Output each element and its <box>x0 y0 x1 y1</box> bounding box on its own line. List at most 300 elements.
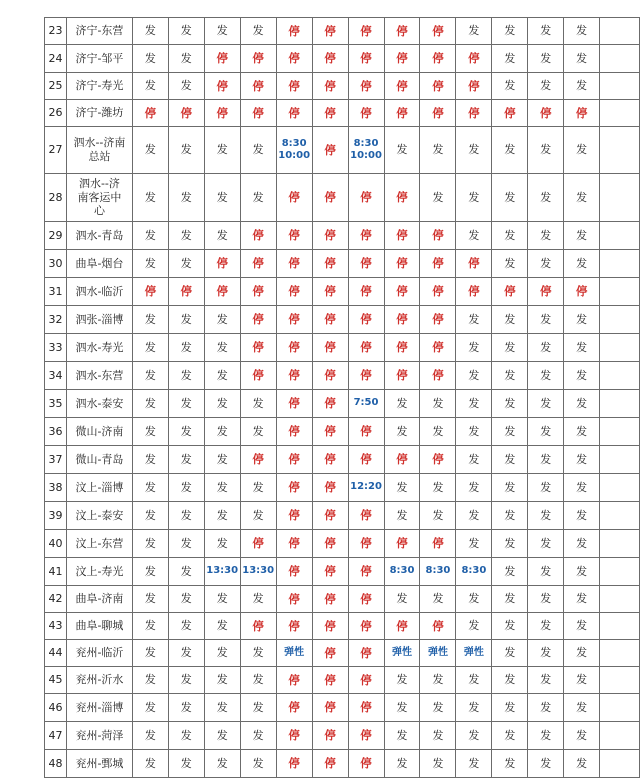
schedule-cell: 弹性 <box>384 640 420 667</box>
schedule-cell: 发 <box>384 750 420 778</box>
row-number: 36 <box>45 418 67 446</box>
schedule-cell: 发 <box>168 640 204 667</box>
schedule-cell: 发 <box>564 306 600 334</box>
schedule-cell: 停 <box>276 558 312 586</box>
empty-cell <box>600 362 640 390</box>
table-row <box>45 390 640 418</box>
schedule-cell: 发 <box>564 558 600 586</box>
schedule-cell: 发 <box>132 722 168 750</box>
schedule-cell: 发 <box>492 73 528 100</box>
table-row <box>45 45 640 73</box>
row-number: 39 <box>45 502 67 530</box>
schedule-cell: 发 <box>132 446 168 474</box>
schedule-cell: 发 <box>456 18 492 45</box>
schedule-cell: 停 <box>276 474 312 502</box>
schedule-cell: 停 <box>204 45 240 73</box>
table-row <box>45 502 640 530</box>
schedule-cell: 发 <box>492 750 528 778</box>
empty-cell <box>600 250 640 278</box>
schedule-cell: 发 <box>384 474 420 502</box>
route-name <box>66 174 132 222</box>
schedule-cell: 发 <box>564 45 600 73</box>
schedule-cell: 发 <box>492 334 528 362</box>
schedule-cell: 发 <box>564 613 600 640</box>
schedule-cell: 发 <box>168 613 204 640</box>
schedule-cell: 发 <box>132 694 168 722</box>
schedule-cell: 发 <box>168 306 204 334</box>
schedule-cell: 停 <box>312 127 348 174</box>
empty-cell <box>600 558 640 586</box>
schedule-cell: 停 <box>348 667 384 694</box>
schedule-cell: 停 <box>240 334 276 362</box>
schedule-cell: 发 <box>564 390 600 418</box>
schedule-cell: 发 <box>132 750 168 778</box>
schedule-cell: 停 <box>168 278 204 306</box>
schedule-cell: 发 <box>456 750 492 778</box>
route-name: 济宁-东营 <box>66 18 132 45</box>
schedule-cell: 发 <box>168 174 204 222</box>
row-number: 43 <box>45 613 67 640</box>
schedule-cell: 发 <box>564 362 600 390</box>
schedule-cell: 停 <box>384 222 420 250</box>
schedule-cell: 停 <box>348 613 384 640</box>
schedule-cell: 发 <box>132 362 168 390</box>
schedule-cell: 停 <box>276 722 312 750</box>
schedule-cell: 发 <box>492 418 528 446</box>
schedule-cell: 停 <box>456 45 492 73</box>
schedule-cell: 7:50 <box>348 390 384 418</box>
schedule-cell: 停 <box>384 100 420 127</box>
schedule-cell: 停 <box>348 586 384 613</box>
empty-cell <box>600 722 640 750</box>
schedule-cell: 停 <box>420 45 456 73</box>
route-name-text: 泗水--济南总站 <box>73 136 126 163</box>
schedule-cell: 停 <box>240 222 276 250</box>
schedule-cell: 停 <box>384 278 420 306</box>
table-row <box>45 250 640 278</box>
schedule-cell: 发 <box>168 390 204 418</box>
schedule-cell: 停 <box>276 45 312 73</box>
schedule-cell: 发 <box>564 250 600 278</box>
schedule-cell: 停 <box>240 250 276 278</box>
empty-cell <box>600 446 640 474</box>
empty-cell <box>600 306 640 334</box>
schedule-cell: 停 <box>312 586 348 613</box>
schedule-cell: 发 <box>132 306 168 334</box>
schedule-cell: 停 <box>528 100 564 127</box>
schedule-cell: 停 <box>312 250 348 278</box>
schedule-cell: 发 <box>564 127 600 174</box>
schedule-cell: 发 <box>204 18 240 45</box>
schedule-cell: 停 <box>276 222 312 250</box>
schedule-cell: 发 <box>132 667 168 694</box>
schedule-cell: 发 <box>528 558 564 586</box>
empty-cell <box>600 390 640 418</box>
route-name: 泗张-淄博 <box>66 306 132 334</box>
table-row <box>45 694 640 722</box>
schedule-cell: 发 <box>492 45 528 73</box>
schedule-cell: 停 <box>132 278 168 306</box>
row-number: 45 <box>45 667 67 694</box>
schedule-cell: 8:30 <box>384 558 420 586</box>
schedule-cell: 发 <box>420 586 456 613</box>
schedule-cell: 发 <box>204 174 240 222</box>
schedule-cell: 停 <box>276 418 312 446</box>
row-number: 38 <box>45 474 67 502</box>
schedule-cell: 发 <box>456 127 492 174</box>
schedule-cell: 发 <box>528 586 564 613</box>
schedule-cell: 发 <box>528 530 564 558</box>
schedule-cell: 发 <box>168 45 204 73</box>
row-number: 48 <box>45 750 67 778</box>
schedule-cell: 停 <box>240 306 276 334</box>
schedule-cell: 停 <box>348 722 384 750</box>
empty-cell <box>600 100 640 127</box>
schedule-cell: 发 <box>384 502 420 530</box>
schedule-cell: 发 <box>528 694 564 722</box>
schedule-cell: 发 <box>420 667 456 694</box>
schedule-cell: 发 <box>168 722 204 750</box>
route-name: 兖州-鄄城 <box>66 750 132 778</box>
schedule-cell: 发 <box>564 750 600 778</box>
schedule-cell: 发 <box>132 18 168 45</box>
schedule-cell: 发 <box>456 474 492 502</box>
schedule-cell: 发 <box>456 446 492 474</box>
empty-cell <box>600 530 640 558</box>
route-name: 微山-济南 <box>66 418 132 446</box>
schedule-cell: 发 <box>492 446 528 474</box>
route-name: 汶上-淄博 <box>66 474 132 502</box>
route-name: 汶上-寿光 <box>66 558 132 586</box>
schedule-cell: 停 <box>348 446 384 474</box>
schedule-cell: 发 <box>132 73 168 100</box>
schedule-cell: 停 <box>384 73 420 100</box>
schedule-cell: 停 <box>456 278 492 306</box>
row-number: 37 <box>45 446 67 474</box>
row-number: 23 <box>45 18 67 45</box>
schedule-cell: 发 <box>420 722 456 750</box>
schedule-cell: 弹性 <box>276 640 312 667</box>
schedule-cell: 发 <box>456 306 492 334</box>
schedule-cell: 发 <box>132 418 168 446</box>
route-name: 济宁-潍坊 <box>66 100 132 127</box>
schedule-cell: 停 <box>276 278 312 306</box>
schedule-cell: 发 <box>168 334 204 362</box>
schedule-cell: 发 <box>240 174 276 222</box>
schedule-cell: 停 <box>384 306 420 334</box>
row-number: 28 <box>45 174 67 222</box>
schedule-cell: 停 <box>348 418 384 446</box>
schedule-cell: 停 <box>420 446 456 474</box>
schedule-cell: 发 <box>204 362 240 390</box>
schedule-cell: 停 <box>204 250 240 278</box>
empty-cell <box>600 18 640 45</box>
table-row <box>45 640 640 667</box>
schedule-cell: 发 <box>528 474 564 502</box>
route-name: 微山-青岛 <box>66 446 132 474</box>
schedule-cell: 发 <box>204 390 240 418</box>
schedule-cell: 发 <box>168 750 204 778</box>
schedule-cell: 发 <box>240 474 276 502</box>
row-number: 34 <box>45 362 67 390</box>
schedule-cell: 停 <box>420 18 456 45</box>
schedule-cell: 停 <box>312 558 348 586</box>
schedule-cell: 停 <box>384 45 420 73</box>
route-name: 汶上-东营 <box>66 530 132 558</box>
row-number: 33 <box>45 334 67 362</box>
table-row <box>45 667 640 694</box>
row-number: 24 <box>45 45 67 73</box>
schedule-cell: 停 <box>276 250 312 278</box>
schedule-cell: 发 <box>132 174 168 222</box>
schedule-cell: 停 <box>312 502 348 530</box>
schedule-cell: 停 <box>420 306 456 334</box>
schedule-cell: 发 <box>132 530 168 558</box>
schedule-cell: 停 <box>312 613 348 640</box>
schedule-cell: 发 <box>564 446 600 474</box>
schedule-cell: 弹性 <box>456 640 492 667</box>
schedule-cell: 发 <box>132 222 168 250</box>
schedule-cell: 发 <box>420 694 456 722</box>
empty-cell <box>600 418 640 446</box>
schedule-cell: 发 <box>528 222 564 250</box>
schedule-cell: 停 <box>276 667 312 694</box>
schedule-cell: 发 <box>420 418 456 446</box>
schedule-cell: 发 <box>456 586 492 613</box>
schedule-cell: 发 <box>456 530 492 558</box>
schedule-cell: 发 <box>420 474 456 502</box>
schedule-cell: 停 <box>240 530 276 558</box>
schedule-cell: 停 <box>348 558 384 586</box>
schedule-cell: 发 <box>564 667 600 694</box>
schedule-cell: 发 <box>132 640 168 667</box>
schedule-cell: 发 <box>492 558 528 586</box>
empty-cell <box>600 127 640 174</box>
schedule-cell: 8:30 10:00 <box>276 127 312 174</box>
schedule-cell: 发 <box>240 750 276 778</box>
schedule-cell: 停 <box>204 278 240 306</box>
empty-cell <box>600 45 640 73</box>
schedule-cell: 停 <box>420 362 456 390</box>
schedule-cell: 发 <box>168 362 204 390</box>
schedule-cell: 发 <box>492 613 528 640</box>
empty-cell <box>600 613 640 640</box>
route-name: 泗水-寿光 <box>66 334 132 362</box>
schedule-cell: 发 <box>564 174 600 222</box>
schedule-cell: 停 <box>348 502 384 530</box>
schedule-cell: 发 <box>420 502 456 530</box>
schedule-cell: 发 <box>168 73 204 100</box>
empty-cell <box>600 750 640 778</box>
schedule-cell: 发 <box>456 667 492 694</box>
schedule-cell: 发 <box>384 722 420 750</box>
schedule-cell: 发 <box>456 362 492 390</box>
schedule-cell: 发 <box>240 722 276 750</box>
schedule-cell: 停 <box>240 73 276 100</box>
schedule-cell: 停 <box>312 100 348 127</box>
schedule-cell: 发 <box>528 250 564 278</box>
schedule-cell: 发 <box>132 334 168 362</box>
schedule-cell: 发 <box>204 640 240 667</box>
empty-cell <box>600 278 640 306</box>
route-name: 汶上-泰安 <box>66 502 132 530</box>
schedule-cell: 发 <box>204 530 240 558</box>
table-row <box>45 100 640 127</box>
schedule-cell: 停 <box>168 100 204 127</box>
schedule-cell: 8:30 <box>456 558 492 586</box>
bus-schedule-table <box>44 17 640 778</box>
schedule-cell: 停 <box>420 278 456 306</box>
route-name: 兖州-沂水 <box>66 667 132 694</box>
schedule-cell: 发 <box>492 474 528 502</box>
schedule-cell: 停 <box>276 390 312 418</box>
table-row <box>45 127 640 174</box>
route-name: 泗水-泰安 <box>66 390 132 418</box>
schedule-cell: 发 <box>204 446 240 474</box>
schedule-cell: 发 <box>204 418 240 446</box>
route-name: 兖州-菏泽 <box>66 722 132 750</box>
schedule-cell: 停 <box>276 694 312 722</box>
schedule-cell: 停 <box>312 722 348 750</box>
route-name: 泗水-青岛 <box>66 222 132 250</box>
schedule-cell: 停 <box>276 362 312 390</box>
schedule-cell: 发 <box>384 667 420 694</box>
schedule-cell: 停 <box>348 18 384 45</box>
schedule-cell: 发 <box>204 306 240 334</box>
schedule-cell: 停 <box>240 362 276 390</box>
schedule-cell: 停 <box>276 750 312 778</box>
schedule-cell: 发 <box>492 390 528 418</box>
schedule-cell: 停 <box>204 73 240 100</box>
schedule-cell: 发 <box>384 586 420 613</box>
schedule-cell: 停 <box>528 278 564 306</box>
row-number: 46 <box>45 694 67 722</box>
table-row <box>45 174 640 222</box>
table-row <box>45 558 640 586</box>
schedule-cell: 发 <box>492 502 528 530</box>
schedule-cell: 停 <box>384 613 420 640</box>
schedule-cell: 停 <box>312 667 348 694</box>
schedule-cell: 停 <box>384 362 420 390</box>
table-row <box>45 586 640 613</box>
empty-cell <box>600 640 640 667</box>
schedule-cell: 停 <box>240 446 276 474</box>
empty-cell <box>600 474 640 502</box>
schedule-cell: 发 <box>240 667 276 694</box>
schedule-cell: 停 <box>420 222 456 250</box>
schedule-cell: 发 <box>384 127 420 174</box>
route-name <box>66 127 132 174</box>
schedule-cell: 发 <box>456 694 492 722</box>
schedule-cell: 发 <box>528 446 564 474</box>
schedule-cell: 发 <box>528 418 564 446</box>
table-row <box>45 334 640 362</box>
schedule-cell: 8:30 10:00 <box>348 127 384 174</box>
schedule-cell: 停 <box>276 100 312 127</box>
schedule-cell: 停 <box>348 750 384 778</box>
schedule-cell: 发 <box>168 586 204 613</box>
schedule-cell: 发 <box>564 694 600 722</box>
schedule-cell: 发 <box>456 418 492 446</box>
row-number: 27 <box>45 127 67 174</box>
schedule-cell: 发 <box>528 362 564 390</box>
schedule-cell: 发 <box>492 306 528 334</box>
schedule-cell: 发 <box>492 362 528 390</box>
schedule-cell: 发 <box>420 127 456 174</box>
schedule-cell: 停 <box>312 530 348 558</box>
route-name-text: 泗水--济南客运中心 <box>77 176 122 218</box>
schedule-cell: 发 <box>492 586 528 613</box>
schedule-cell: 停 <box>384 250 420 278</box>
schedule-cell: 停 <box>384 334 420 362</box>
schedule-cell: 发 <box>492 174 528 222</box>
schedule-cell: 发 <box>456 722 492 750</box>
schedule-cell: 发 <box>456 502 492 530</box>
schedule-cell: 发 <box>240 586 276 613</box>
schedule-cell: 停 <box>276 334 312 362</box>
schedule-cell: 停 <box>312 278 348 306</box>
table-row <box>45 278 640 306</box>
empty-cell <box>600 667 640 694</box>
schedule-cell: 停 <box>492 278 528 306</box>
schedule-cell: 发 <box>204 722 240 750</box>
schedule-cell: 停 <box>312 174 348 222</box>
row-number: 47 <box>45 722 67 750</box>
schedule-cell: 发 <box>204 334 240 362</box>
route-name: 济宁-寿光 <box>66 73 132 100</box>
schedule-cell: 发 <box>204 586 240 613</box>
schedule-cell: 停 <box>456 73 492 100</box>
empty-cell <box>600 586 640 613</box>
table-row <box>45 306 640 334</box>
schedule-cell: 发 <box>492 722 528 750</box>
schedule-cell: 停 <box>276 18 312 45</box>
schedule-cell: 停 <box>132 100 168 127</box>
schedule-cell: 发 <box>168 446 204 474</box>
schedule-cell: 停 <box>348 45 384 73</box>
row-number: 35 <box>45 390 67 418</box>
schedule-cell: 发 <box>204 222 240 250</box>
schedule-cell: 发 <box>492 667 528 694</box>
schedule-cell: 停 <box>456 250 492 278</box>
schedule-cell: 发 <box>240 502 276 530</box>
table-row <box>45 474 640 502</box>
schedule-cell: 发 <box>456 334 492 362</box>
schedule-cell: 发 <box>132 250 168 278</box>
schedule-cell: 停 <box>312 390 348 418</box>
table-row <box>45 722 640 750</box>
schedule-cell: 发 <box>168 530 204 558</box>
schedule-cell: 发 <box>528 722 564 750</box>
route-name: 曲阜-济南 <box>66 586 132 613</box>
schedule-cell: 停 <box>312 18 348 45</box>
schedule-cell: 停 <box>312 418 348 446</box>
schedule-cell: 停 <box>348 278 384 306</box>
schedule-cell: 发 <box>528 640 564 667</box>
schedule-cell: 发 <box>168 558 204 586</box>
table-row <box>45 446 640 474</box>
schedule-cell: 停 <box>420 334 456 362</box>
schedule-cell: 停 <box>348 174 384 222</box>
schedule-cell: 发 <box>492 250 528 278</box>
route-name: 泗水-东营 <box>66 362 132 390</box>
schedule-cell: 发 <box>564 474 600 502</box>
schedule-cell: 发 <box>132 390 168 418</box>
schedule-cell: 发 <box>132 45 168 73</box>
schedule-cell: 发 <box>204 474 240 502</box>
schedule-cell: 停 <box>348 222 384 250</box>
schedule-cell: 发 <box>456 613 492 640</box>
